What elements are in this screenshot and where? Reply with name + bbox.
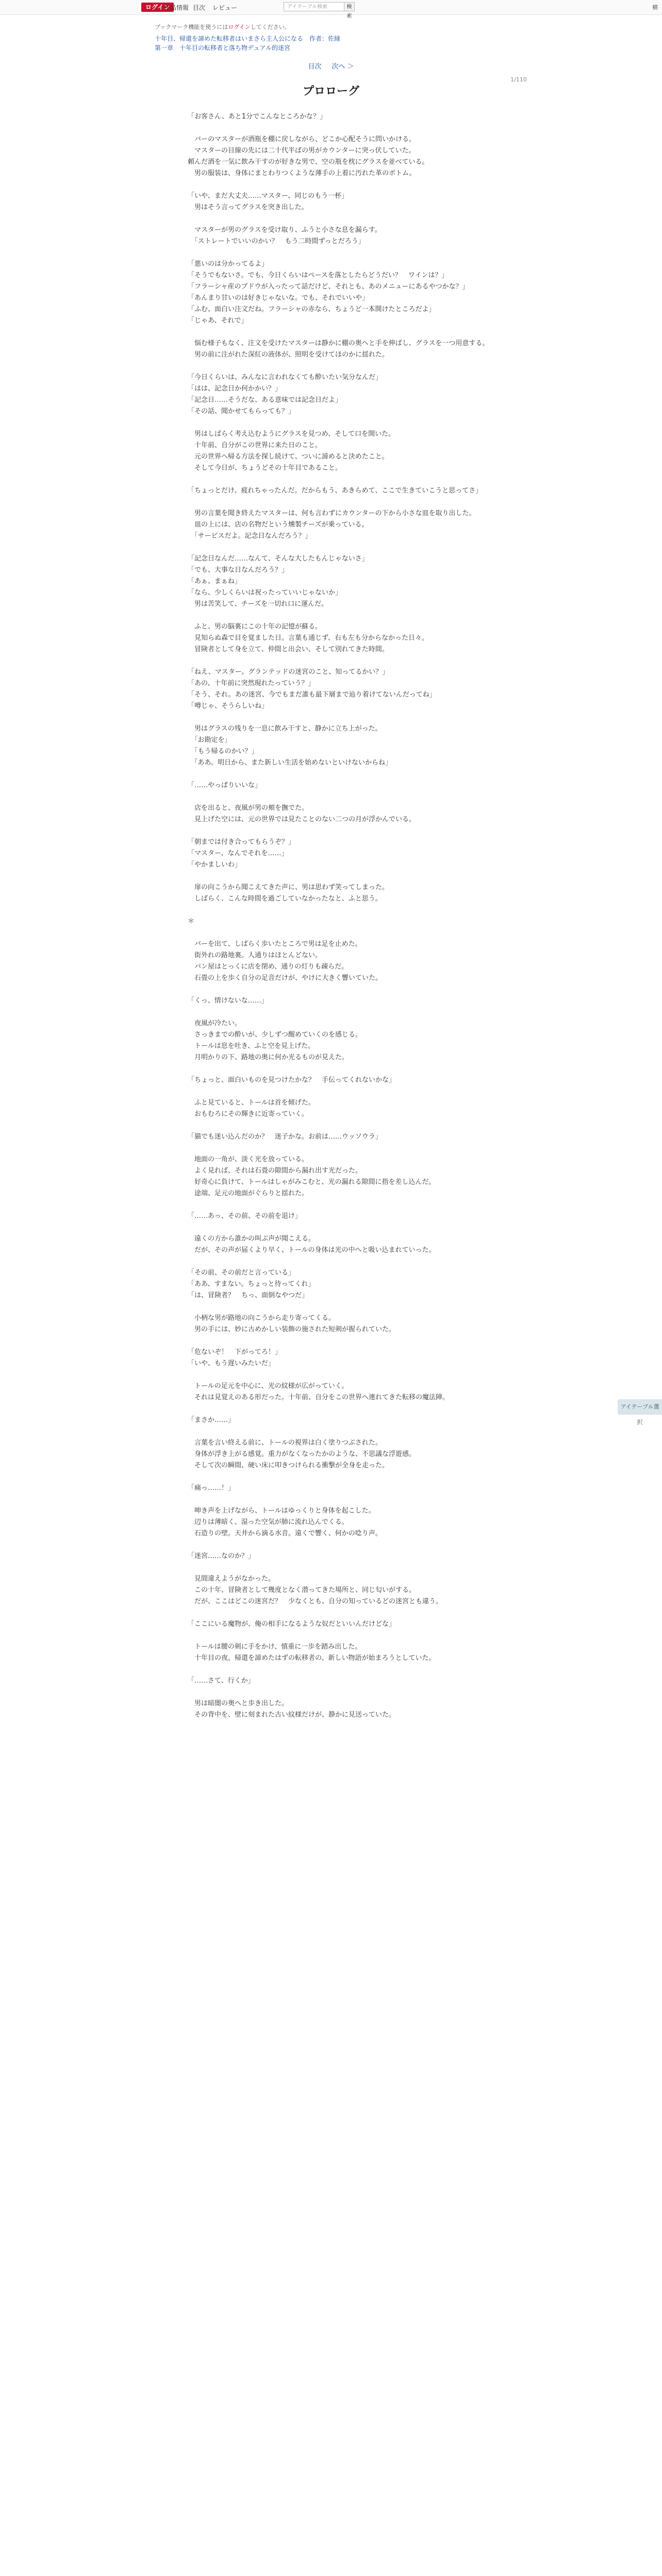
body-paragraph: 「……あっ、その前、その前を退け」 xyxy=(188,1212,302,1220)
body-paragraph: 「今日くらいは、みんなに言われなくても酔いたい気分なんだ」 「はは、記念日か何かかい？」 「記念日……そうだな、ある意味では記念日だよ」 「その話、聞かせてもらっても？」 xyxy=(188,374,383,415)
body-paragraph: 「猫でも迷い込んだのか？ 迷子かな。お前は……ウッソウラ」 xyxy=(188,1133,382,1141)
body-paragraph: ふと、男の脳裏にこの十年の記憶が蘇る。 見知らぬ森で目を覚ました日。言葉も通じず、右も左も分からなかった日々。 冒険者として身を立て、仲間と出会い、そして別れてきた時間。 xyxy=(194,623,428,653)
body-paragraph: 「ちょっとだけ、疲れちゃったんだ。だからもう、あきらめて、ここで生きていこうと思ってさ」 xyxy=(188,487,483,495)
nav-link-review[interactable]: レビュー xyxy=(212,4,238,11)
body-paragraph: 悩む様子もなく、注文を受けたマスターは静かに棚の奥へと手を伸ばし、グラスを一つ用意する。 男の前に注がれた深紅の液体が、照明を受けてほのかに揺れた。 xyxy=(194,340,489,359)
body-paragraph: ＊ xyxy=(188,918,195,925)
body-paragraph: 「危ないぞ！ 下がってろ！」 「いや、もう遅いみたいだ」 xyxy=(188,1348,282,1367)
orientation-toggle[interactable]: 横 xyxy=(652,4,658,11)
body-paragraph: 男はしばらく考え込むようにグラスを見つめ、そして口を開いた。 十年前、自分がこの世界に来た日のこと。 元の世界へ帰る方法を探し続けて、ついに諦めると決めたこと。 そして今日が、ちょうどその十年目であること。 xyxy=(194,430,395,472)
search-button[interactable]: 検索 xyxy=(344,2,355,11)
body-paragraph: 「くっ、情けないな……」 xyxy=(188,997,268,1005)
body-paragraph: 男の言葉を聞き終えたマスターは、何も言わずにカウンターの下から小さな皿を取り出した。 皿の上には、店の名物だという燻製チーズが乗っている。 「サービスだよ。記念日なんだろう？」 xyxy=(194,510,476,540)
bookmark-notice xyxy=(155,23,290,31)
body-paragraph: 小柄な男が路地の向こうから走り寄ってくる。 男の手には、妙に古めかしい装飾の施された短剣が握られていた。 xyxy=(194,1314,396,1333)
nav-link-work-info[interactable]: 作品情報 xyxy=(164,4,189,11)
body-paragraph: 店を出ると、夜風が男の頬を撫でた。 見上げた空には、元の世界では見たことのない二つの月が浮かんでいる。 xyxy=(194,804,416,823)
body-paragraph: 男はグラスの残りを一息に飲み干すと、静かに立ち上がった。 「お勘定を」 「もう帰るのかい？」 「ああ。明日から、また新しい生活を始めないといけないからね」 xyxy=(194,725,392,767)
body-paragraph: 扉の向こうから聞こえてきた声に、男は思わず笑ってしまった。 しばらく、こんな時間を過ごしていなかったなと、ふと思う。 xyxy=(194,884,389,903)
body-paragraph: 「ねえ、マスター。グランテッドの迷宮のこと、知ってるかい？」 「あの、十年前に突然現れたっていう？」 「そう、それ。あの迷宮、今でもまだ誰も最下層まで辿り着けてないんだってね」 「噂じゃ、そうらしいね」 xyxy=(188,668,436,710)
body-paragraph: 男は暗闇の奥へと歩き出した。 その背中を、壁に刻まれた古い紋様だけが、静かに見送っていた。 xyxy=(194,1700,396,1719)
nav-link-toc[interactable]: 目次 xyxy=(193,4,206,11)
body-paragraph: 「記念日なんだ……なんて、そんな大したもんじゃないさ」 「でも、大事な日なんだろう？」 「あぁ、まぁね」 「なら、少しくらいは祝ったっていいじゃないか」 男は苦笑して、チーズを一切れ口に運んだ。 xyxy=(188,555,369,608)
toc-link[interactable]: 目次 xyxy=(308,63,322,71)
body-paragraph: 呻き声を上げながら、トールはゆっくりと身体を起こした。 辺りは薄暗く、湿った空気が肺に流れ込んでくる。 石造りの壁。天井から滴る水音。遠くで響く、何かの唸り声。 xyxy=(194,1507,382,1537)
body-paragraph: 「まさか……」 xyxy=(188,1416,235,1424)
body-paragraph: 「朝までは付き合ってもらうぞ？」 「マスター、なんでそれを……」 「やかましいわ」 xyxy=(188,838,295,869)
body-paragraph: 見間違えようがなかった。 この十年、冒険者として幾度となく潜ってきた場所と、同じ匂いがする。 だが、ここはどこの迷宮だ？ 少なくとも、自分の知っているどの迷宮とも違う。 xyxy=(194,1575,443,1605)
page-counter: 1/110 xyxy=(510,76,527,83)
body-paragraph: バーのマスターが酒瓶を棚に戻しながら、どこか心配そうに問いかける。 マスターの目線の先には二十代半ばの男がカウンターに突っ伏していた。 頼んだ酒を一気に飲み干すのが好きな男で、空の瓶を枕にグラスを並べている。 男の服装は、身体にまとわりつくような薄手の上着に汚れた革のボトム。 xyxy=(188,135,429,177)
body-paragraph: 「痛っ……！」 xyxy=(188,1484,235,1492)
body-paragraph: 「いや、まだ大丈夫……マスター、同じのもう一杯」 男はそう言ってグラスを突き出した。 xyxy=(188,192,349,211)
side-floating-button[interactable]: アイテーブル選択 xyxy=(618,1399,662,1415)
notice-prefix: ブックマーク機能を使うには xyxy=(155,24,228,30)
body-paragraph: 「迷宮……なのか？」 xyxy=(188,1552,255,1560)
body-paragraph: 地面の一角が、淡く光を放っている。 よく見れば、それは石畳の隙間から漏れ出す光だった。 好奇心に負けて、トールはしゃがみこむと、光の漏れる隙間に指を差し込んだ。 途端、足元の地面がぐらりと揺れた。 xyxy=(194,1156,436,1197)
body-paragraph: 「その前、その前だと言っている」 「ああ、すまない。ちょっと待ってくれ」 「は、冒険者？ ちっ、面倒なやつだ」 xyxy=(188,1269,315,1299)
body-paragraph: 「ちょっと、面白いものを見つけたかな？ 手伝ってくれないかな」 xyxy=(188,1076,396,1084)
body-paragraph: バーを出て、しばらく歩いたところで男は足を止めた。 街外れの路地裏。人通りはほとんどない。 パン屋はとっくに店を閉め、通りの灯りも疎らだ。 石畳の上を歩く自分の足音だけが、やけに大きく響いていた。 xyxy=(194,940,383,982)
chapter-title[interactable]: 第一章 十年目の転移者と落ち物デュアル的迷宮 xyxy=(155,44,291,52)
body-paragraph: 「……さて、行くか」 xyxy=(188,1677,255,1685)
body-paragraph: 「ここにいる魔物が、俺の相手になるような奴だといいんだけどな」 xyxy=(188,1620,396,1628)
novel-body xyxy=(188,111,497,1732)
body-paragraph: 遠くの方から誰かの叫ぶ声が聞こえる。 だが、その声が届くより早く、トールの身体は光の中へと吸い込まれていった。 xyxy=(194,1235,436,1254)
body-paragraph: トールの足元を中心に、光の紋様が広がっていく。 それは見覚えのある形だった。十年前、自分をこの世界へ連れてきた転移の魔法陣。 xyxy=(194,1382,450,1401)
body-paragraph: 「……やっぱりいいな」 xyxy=(188,782,262,789)
body-paragraph: マスターが男のグラスを受け取り、ふうと小さな息を漏らす。 「ストレートでいいのかい？ もう二時間ずっとだろう」 xyxy=(194,226,382,245)
search-input[interactable]: アイテーブル検索 xyxy=(284,2,344,11)
body-paragraph: 「お客さん、あと1分でこんなところかな？」 xyxy=(188,113,327,121)
body-paragraph: 夜風が冷たい。 さっきまでの酔いが、少しずつ醒めていくのを感じる。 トールは息を吐き、ふと空を見上げた。 月明かりの下、路地の奥に何か光るものが見えた。 xyxy=(194,1020,362,1061)
series-title[interactable]: 十年目、帰還を諦めた転移者はいまさら主人公になる 作者：佐縁 xyxy=(155,35,341,42)
login-button[interactable]: ログイン xyxy=(141,3,174,12)
body-paragraph: 言葉を言い終える前に、トールの視界は白く塗りつぶされた。 身体が浮き上がる感覚。重力がなくなったかのような、不思議な浮遊感。 そして次の瞬間、硬い床に叩きつけられる衝撃が全身を走った。 xyxy=(194,1439,416,1469)
notice-login-link[interactable]: ログイン xyxy=(228,24,251,30)
body-paragraph: 「悪いのは分かってるよ」 「そうでもないさ。でも、今日くらいはペースを落としたらどうだい？ ワインは？」 「フラーシャ産のブドウが入ったって話だけど、それとも、あのメニューにあるやつかな？」 「あんまり甘いのは好きじゃないな。でも、それでいいや」 「ふむ、面白い注文だね。フラーシャの赤なら、ちょうど一本開けたところだよ」 「じゃあ、それで」 xyxy=(188,260,469,325)
episode-nav xyxy=(0,61,662,71)
episode-title: プロローグ xyxy=(302,85,359,98)
next-link[interactable]: 次へ ＞ xyxy=(332,63,354,71)
body-paragraph: ふと見ていると、トールは首を傾げた。 おもむろにその輝きに近寄っていく。 xyxy=(194,1099,315,1118)
top-bar xyxy=(0,0,662,19)
body-paragraph: トールは腰の剣に手をかけ、慎重に一歩を踏み出した。 十年目の夜。帰還を諦めたはずの転移者の、新しい物語が始まろうとしていた。 xyxy=(194,1643,436,1662)
notice-suffix: してください。 xyxy=(250,24,290,30)
